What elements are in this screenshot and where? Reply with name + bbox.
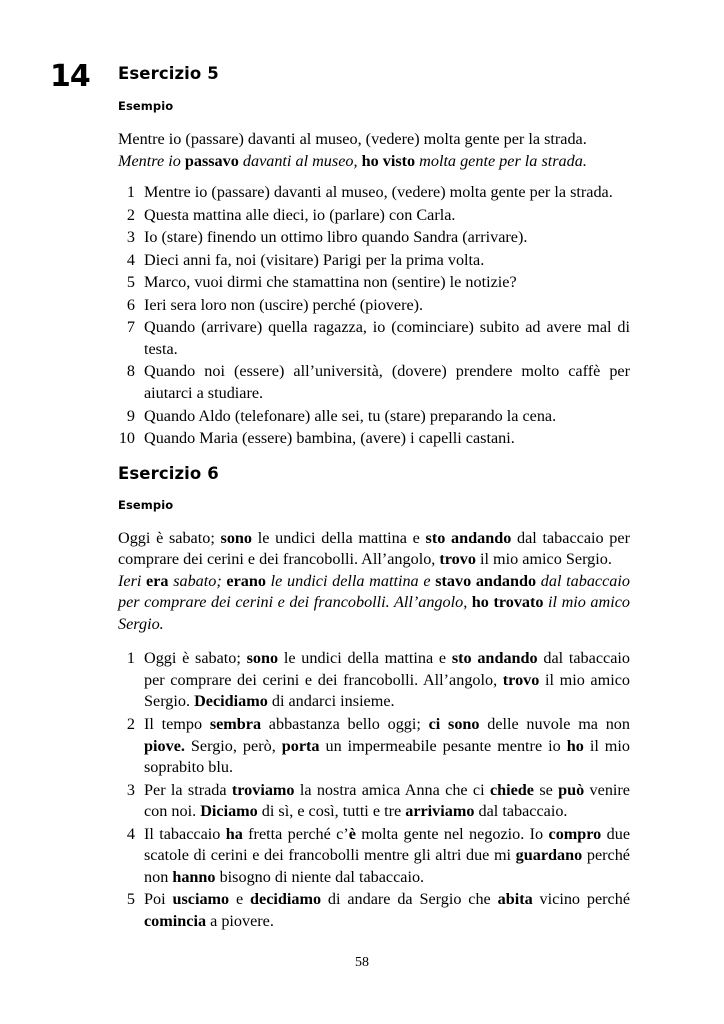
exercise-item-text: Il tabaccaio ha fretta perché c’è molta gente nel negozio. Io compro due scatole di cerini e dei francobolli mentre gli altri due mi guardano perché non hanno bisogno di niente dal tabaccaio. xyxy=(144,824,631,886)
exercise-item-number: 4 xyxy=(126,824,135,843)
bold-verb: ho xyxy=(566,736,584,755)
bold-verb: hanno xyxy=(172,867,216,886)
exercise-item xyxy=(118,272,630,294)
exercise-item xyxy=(118,205,630,227)
exercise-item xyxy=(118,714,630,779)
exercise-item-number: 2 xyxy=(126,205,135,224)
exercise-item xyxy=(118,889,630,932)
exercise-item-number: 3 xyxy=(126,228,135,247)
bold-verb: arriviamo xyxy=(405,802,475,821)
exercise-item-text: Quando Maria (essere) bambina, (avere) i capelli castani. xyxy=(144,429,515,448)
bold-verb: Decidiamo xyxy=(194,692,268,711)
exercise-item xyxy=(118,824,630,889)
exercise-item-text: Dieci anni fa, noi (visitare) Parigi per la prima volta. xyxy=(144,250,485,269)
exercise-item-text: Quando Aldo (telefonare) alle sei, tu (stare) preparando la cena. xyxy=(144,406,557,425)
bold-verb: sono xyxy=(246,649,279,668)
exercise-6-title: Esercizio 6 xyxy=(118,463,219,483)
bold-verb: ho visto xyxy=(361,151,416,170)
exercise-item xyxy=(118,406,630,428)
exercise-item xyxy=(118,295,630,317)
exercise-item xyxy=(118,182,630,204)
exercise-5-list xyxy=(118,182,630,450)
bold-verb: decidiamo xyxy=(250,890,322,909)
bold-verb: trovo xyxy=(439,550,476,569)
bold-verb: passavo xyxy=(184,151,239,170)
exercise-item xyxy=(118,648,630,713)
bold-verb: Diciamo xyxy=(200,802,258,821)
exercise-item-number: 9 xyxy=(126,406,135,425)
exercise-item-text: Il tempo sembra abbastanza bello oggi; ci sono delle nuvole ma non piove. Sergio, però, porta un impermeabile pesante mentre io ho il mio soprabito blu. xyxy=(144,715,630,777)
bold-verb: era xyxy=(146,571,169,590)
bold-verb: ho trovato xyxy=(471,593,544,612)
exercise-5-esempio-label: Esempio xyxy=(118,99,174,113)
exercise-item-text: Quando (arrivare) quella ragazza, io (cominciare) subito ad avere mal di testa. xyxy=(144,318,630,358)
exercise-5-section xyxy=(118,64,630,450)
bold-verb: chiede xyxy=(489,780,534,799)
exercise-item xyxy=(118,428,630,450)
exercise-item-number: 2 xyxy=(126,715,135,734)
exercise-6-list xyxy=(118,648,630,932)
exercise-5-example xyxy=(118,129,630,172)
exercise-6-example-answer: Ieri era sabato; erano le undici della mattina e stavo andando dal tabaccaio per comprare dei cerini e dei francobolli. All’angolo, ho trovato il mio amico Sergio. xyxy=(118,571,630,633)
exercise-item-number: 6 xyxy=(126,295,135,314)
exercise-item-number: 10 xyxy=(118,429,135,448)
exercise-5-title: Esercizio 5 xyxy=(118,64,219,83)
bold-verb: trovo xyxy=(502,670,540,689)
exercise-5-example-prompt: Mentre io (passare) davanti al museo, (vedere) molta gente per la strada. xyxy=(118,130,587,148)
bold-verb: sono xyxy=(220,528,253,547)
exercise-item-text: Io (stare) finendo un ottimo libro quando Sandra (arrivare). xyxy=(144,228,528,247)
exercise-item-text: Questa mattina alle dieci, io (parlare) con Carla. xyxy=(144,205,456,224)
exercise-6-example xyxy=(118,528,630,636)
bold-verb: stavo andando xyxy=(435,571,537,590)
bold-verb: è xyxy=(348,824,356,843)
exercise-item xyxy=(118,250,630,272)
exercise-item-number: 7 xyxy=(126,318,135,337)
exercise-item-number: 8 xyxy=(126,362,135,381)
bold-verb: erano xyxy=(226,571,266,590)
exercise-item-number: 5 xyxy=(126,890,135,909)
page-number: 58 xyxy=(355,955,369,970)
bold-verb: piove. xyxy=(144,736,185,755)
exercise-item xyxy=(118,780,630,823)
exercise-item-number: 4 xyxy=(126,250,135,269)
bold-verb: usciamo xyxy=(172,890,230,909)
exercise-item-number: 5 xyxy=(126,273,135,292)
bold-verb: ci sono xyxy=(428,715,480,734)
exercise-item-number: 1 xyxy=(126,183,135,202)
exercise-item-number: 1 xyxy=(126,649,135,668)
exercise-item-text: Oggi è sabato; sono le undici della mattina e sto andando dal tabaccaio per comprare dei cerini e dei francobolli. All’angolo, trovo il mio amico Sergio. Decidiamo di andarci insieme. xyxy=(144,649,630,711)
exercise-item-text: Quando noi (essere) all’università, (dovere) prendere molto caffè per aiutarci a studiare. xyxy=(144,362,630,403)
exercise-item-text: Per la strada troviamo la nostra amica Anna che ci chiede se può venire con noi. Diciamo di sì, e così, tutti e tre arriviamo dal tabaccaio. xyxy=(144,780,630,821)
bold-verb: può xyxy=(558,780,585,799)
exercise-item-text: Mentre io (passare) davanti al museo, (vedere) molta gente per la strada. xyxy=(144,183,613,202)
exercise-item-text: Ieri sera loro non (uscire) perché (piovere). xyxy=(144,295,424,314)
exercise-item-text: Marco, vuoi dirmi che stamattina non (sentire) le notizie? xyxy=(144,273,517,292)
page-content xyxy=(118,64,630,934)
exercise-item-text: Poi usciamo e decidiamo di andare da Sergio che abita vicino perché comincia a piovere. xyxy=(144,890,631,930)
exercise-6-example-prompt: Oggi è sabato; sono le undici della mattina e sto andando dal tabaccaio per comprare dei cerini e dei francobolli. All’angolo, trovo il mio amico Sergio. xyxy=(118,528,630,569)
bold-verb: compro xyxy=(548,824,602,843)
exercise-item xyxy=(118,361,630,404)
bold-verb: sto andando xyxy=(425,528,512,547)
bold-verb: ha xyxy=(225,824,243,843)
bold-verb: comincia xyxy=(144,911,207,930)
bold-verb: sto andando xyxy=(451,649,538,668)
bold-verb: porta xyxy=(281,736,320,755)
bold-verb: troviamo xyxy=(231,780,295,799)
exercise-6-section xyxy=(118,464,630,933)
chapter-number: 14 xyxy=(50,59,90,94)
bold-verb: abita xyxy=(497,890,533,909)
exercise-6-esempio-label: Esempio xyxy=(118,497,174,512)
exercise-item xyxy=(118,227,630,249)
exercise-item xyxy=(118,317,630,360)
bold-verb: guardano xyxy=(515,846,583,865)
exercise-item-number: 3 xyxy=(126,780,135,799)
bold-verb: sembra xyxy=(209,715,262,734)
exercise-5-example-answer: Mentre io passavo davanti al museo, ho visto molta gente per la strada. xyxy=(118,151,587,170)
